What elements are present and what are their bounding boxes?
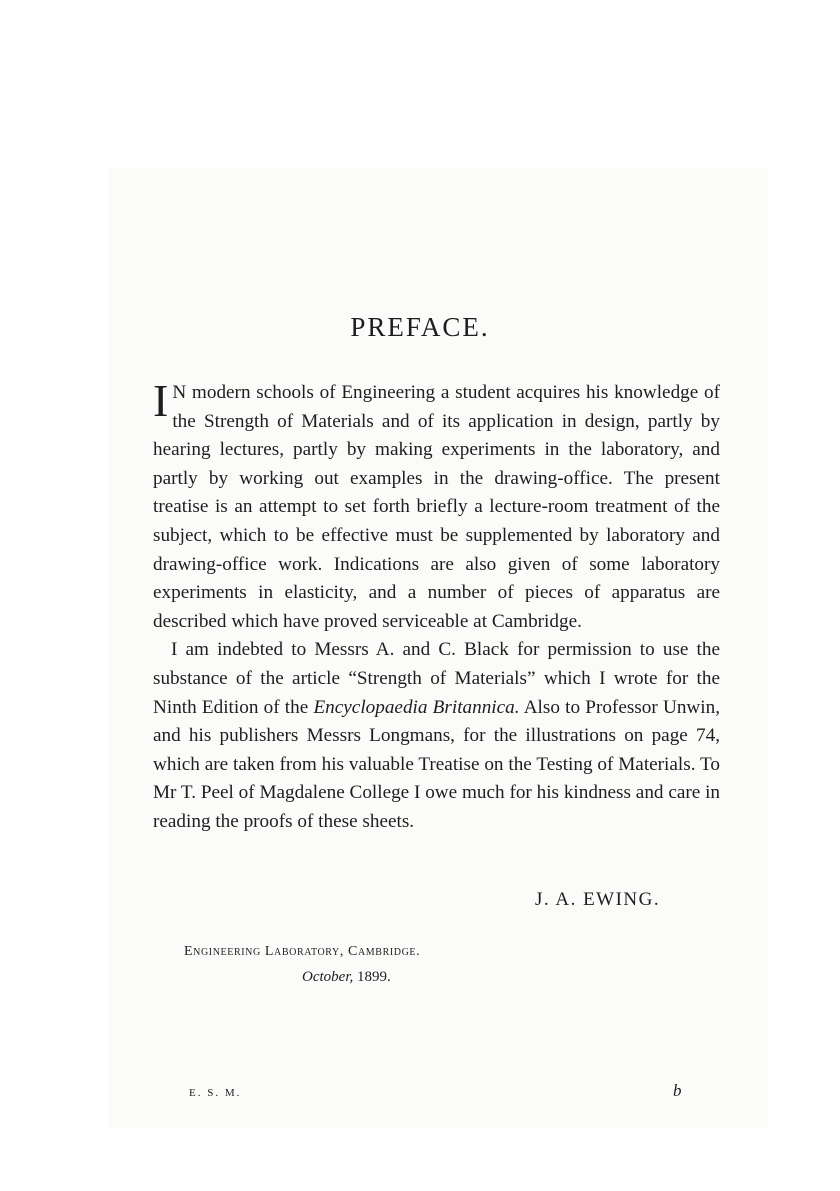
paragraph-2-text-a: I am indebted to Messrs A. and C. Black for permission to use the substance of the article “Strength of Materials” which I wrote for the Ninth Edition of the — [153, 639, 720, 718]
date-month: October, — [302, 969, 354, 985]
laboratory-location: Engineering Laboratory, Cambridge. — [184, 944, 421, 959]
encyclopaedia-title: Encyclopaedia Britannica. — [313, 696, 520, 718]
page-title: PREFACE. — [350, 312, 490, 342]
gathering-letter: b — [673, 1081, 682, 1100]
signature-mark: E. S. M. — [189, 1087, 242, 1099]
preface-date — [302, 969, 391, 986]
preface-paragraph-2 — [153, 636, 720, 836]
author-signature: J. A. EWING. — [535, 889, 661, 910]
paragraph-2-text-b: Also to Professor Unwin, and his publishers Messrs Longmans, for the illustrations on page 74, which are taken from his valuable Treatise on the Testing of Materials. To Mr T. Peel of Magdalene College I owe much for his kindness and care in reading the proofs of these sheets. — [153, 696, 720, 832]
preface-paragraph-1: IN modern schools of Engineering a student acquires his knowledge of the Strength of Materials and of its application in design, partly by hearing lectures, partly by making experiments in the laboratory, and partly by working out examples in the drawing-office. The present treatise is an attempt to set forth briefly a lecture-room treatment of the subject, which to be effective must be supplemented by laboratory and drawing-office work. Indications are also given of some laboratory experiments in elasticity, and a number of pieces of apparatus are described which have proved serviceable at Cambridge. — [153, 375, 720, 632]
preface-body — [153, 375, 720, 837]
date-year: 1899. — [357, 969, 391, 985]
